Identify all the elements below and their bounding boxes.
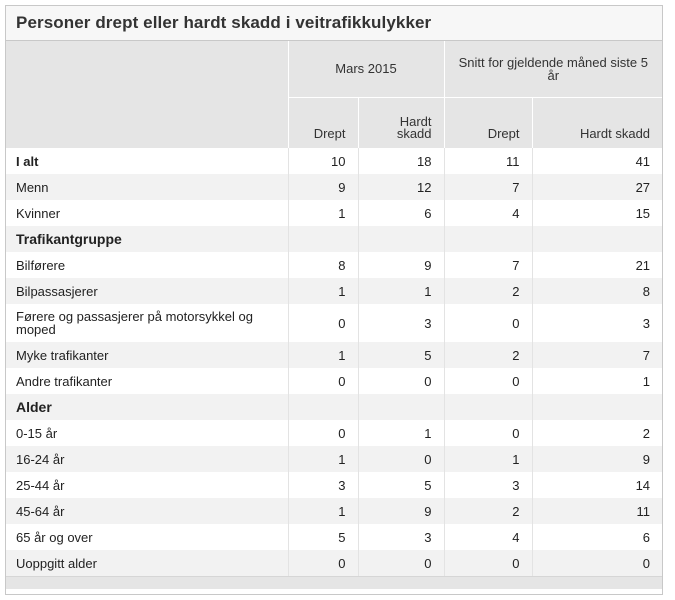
row-label: Bilførere (6, 252, 288, 278)
table-cell: 3 (358, 304, 444, 342)
table-cell (288, 226, 358, 252)
table-cell: 0 (532, 550, 662, 576)
table-cell: 7 (444, 252, 532, 278)
table-cell: 27 (532, 174, 662, 200)
data-table (6, 41, 662, 576)
table-cell: 0 (358, 550, 444, 576)
table-row (6, 304, 662, 342)
table-row (6, 498, 662, 524)
table-title: Personer drept eller hardt skadd i veitrafikkulykker (6, 6, 662, 41)
column-header: Drept (444, 97, 532, 148)
table-cell: 3 (444, 472, 532, 498)
row-label: 25-44 år (6, 472, 288, 498)
table-row (6, 524, 662, 550)
section-row (6, 226, 662, 252)
table-cell: 3 (288, 472, 358, 498)
row-label: 65 år og over (6, 524, 288, 550)
table-cell: 0 (444, 368, 532, 394)
table-cell: 3 (532, 304, 662, 342)
table-cell: 7 (444, 174, 532, 200)
table-cell: 6 (532, 524, 662, 550)
section-label: Trafikantgruppe (6, 226, 288, 252)
table-cell: 1 (288, 278, 358, 304)
section-label: Alder (6, 394, 288, 420)
table-row (6, 342, 662, 368)
table-cell: 4 (444, 524, 532, 550)
column-header: Drept (288, 97, 358, 148)
table-row (6, 148, 662, 174)
table-row (6, 446, 662, 472)
table-row (6, 278, 662, 304)
table-cell: 3 (358, 524, 444, 550)
table-cell: 2 (444, 278, 532, 304)
table-cell: 0 (288, 420, 358, 446)
row-label: Kvinner (6, 200, 288, 226)
table-cell: 9 (358, 252, 444, 278)
table-cell: 41 (532, 148, 662, 174)
table-cell: 9 (358, 498, 444, 524)
table-cell: 1 (288, 342, 358, 368)
table-cell (358, 394, 444, 420)
table-cell: 11 (532, 498, 662, 524)
statistics-table-widget (5, 5, 663, 595)
table-cell: 5 (358, 472, 444, 498)
column-header: Hardt skadd (532, 97, 662, 148)
row-label: Menn (6, 174, 288, 200)
table-cell: 0 (444, 304, 532, 342)
table-cell: 15 (532, 200, 662, 226)
table-cell (444, 226, 532, 252)
table-cell: 0 (358, 446, 444, 472)
table-cell: 0 (444, 550, 532, 576)
section-row (6, 394, 662, 420)
table-cell (358, 226, 444, 252)
row-label: Andre trafikanter (6, 368, 288, 394)
row-label: Myke trafikanter (6, 342, 288, 368)
table-row (6, 200, 662, 226)
row-label: 16-24 år (6, 446, 288, 472)
table-cell: 2 (444, 342, 532, 368)
table-cell (532, 226, 662, 252)
table-cell: 0 (288, 368, 358, 394)
table-row (6, 550, 662, 576)
table-cell: 1 (444, 446, 532, 472)
table-cell: 1 (358, 278, 444, 304)
table-cell: 9 (288, 174, 358, 200)
row-label: Uoppgitt alder (6, 550, 288, 576)
table-cell: 14 (532, 472, 662, 498)
row-label: I alt (6, 148, 288, 174)
table-cell: 0 (358, 368, 444, 394)
column-header: Hardt skadd (358, 97, 444, 148)
table-cell (288, 394, 358, 420)
table-cell: 21 (532, 252, 662, 278)
table-cell: 11 (444, 148, 532, 174)
table-cell: 10 (288, 148, 358, 174)
table-cell: 6 (358, 200, 444, 226)
table-cell: 5 (358, 342, 444, 368)
table-row (6, 252, 662, 278)
table-cell: 1 (288, 498, 358, 524)
row-label: 45-64 år (6, 498, 288, 524)
table-cell: 2 (532, 420, 662, 446)
table-cell: 0 (288, 550, 358, 576)
header-row-groups (6, 41, 662, 97)
table-cell: 7 (532, 342, 662, 368)
header-group-mars-2015: Mars 2015 (288, 41, 444, 97)
header-corner (6, 41, 288, 148)
table-row (6, 174, 662, 200)
table-cell: 1 (288, 200, 358, 226)
table-cell: 12 (358, 174, 444, 200)
table-body (6, 148, 662, 576)
table-cell: 0 (288, 304, 358, 342)
table-cell (532, 394, 662, 420)
table-cell: 1 (532, 368, 662, 394)
table-row (6, 420, 662, 446)
row-label: Bilpassasjerer (6, 278, 288, 304)
table-cell: 18 (358, 148, 444, 174)
table-cell: 4 (444, 200, 532, 226)
table-cell: 1 (358, 420, 444, 446)
table-footer-bar (6, 576, 662, 589)
table-cell: 8 (532, 278, 662, 304)
table-cell: 8 (288, 252, 358, 278)
table-cell: 2 (444, 498, 532, 524)
table-cell: 0 (444, 420, 532, 446)
table-cell: 9 (532, 446, 662, 472)
table-row (6, 472, 662, 498)
row-label: Førere og passasjerer på motorsykkel og moped (6, 304, 288, 342)
header-group-five-year-average: Snitt for gjeldende måned siste 5 år (444, 41, 662, 97)
table-row (6, 368, 662, 394)
row-label: 0-15 år (6, 420, 288, 446)
table-cell (444, 394, 532, 420)
table-cell: 1 (288, 446, 358, 472)
table-cell: 5 (288, 524, 358, 550)
